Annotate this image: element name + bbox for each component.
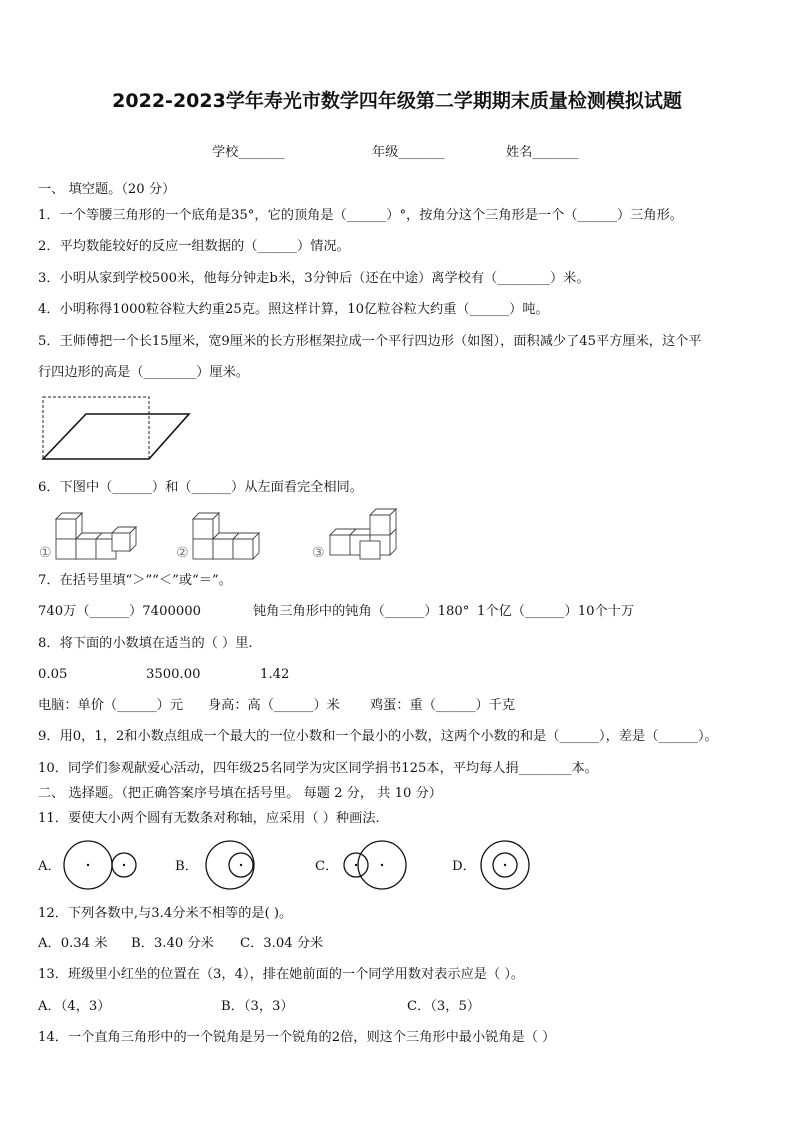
question-3: 3．小明从家到学校500米，他每分钟走b米，3分钟后（还在中途）离学校有（________）米。 xyxy=(38,271,590,286)
grade-field: 年级_______ xyxy=(372,145,445,160)
question-8-item-1: 电脑：单价（______）元 xyxy=(38,698,184,713)
question-13-option-b: B．（3，3） xyxy=(221,999,294,1014)
question-8-number-2: 3500.00 xyxy=(146,667,201,682)
question-14: 14．一个直角三角形中的一个锐角是另一个锐角的2倍，则这个三角形中最小锐角是（ ） xyxy=(38,1030,556,1045)
question-8-item-2: 身高：高（______）米 xyxy=(208,698,340,713)
page-title: 2022-2023学年寿光市数学四年级第二学期期末质量检测模拟试题 xyxy=(112,90,682,112)
question-9: 9．用0，1，2和小数点组成一个最大的一位小数和一个最小的小数，这两个小数的和是（______），差是（______）。 xyxy=(38,729,718,744)
question-10: 10．同学们参观献爱心活动，四年级25名同学为灾区同学捐书125本，平均每人捐________本。 xyxy=(38,761,598,776)
figure-label-1: ① xyxy=(39,545,52,561)
question-13: 13．班级里小红坐的位置在（3，4），排在她前面的一个同学用数对表示应是（ ）。 xyxy=(38,967,525,982)
option-c-circles xyxy=(340,838,410,892)
parallelogram-figure xyxy=(38,393,194,463)
question-8-number-1: 0.05 xyxy=(38,667,68,682)
question-5-line-1: 5．王师傅把一个长15厘米，宽9厘米的长方形框架拉成一个平行四边形（如图），面积减少了45平方厘米，这个平 xyxy=(38,334,702,349)
question-5-line-2: 行四边形的高是（________）厘米。 xyxy=(38,365,249,380)
question-13-option-a: A．（4，3） xyxy=(38,999,111,1014)
figure-label-3: ③ xyxy=(312,545,325,561)
question-7-item-2: 钝角三角形中的钝角（______）180° xyxy=(253,604,470,619)
cube-views-figure xyxy=(36,505,406,561)
question-1: 1．一个等腰三角形的一个底角是35°，它的顶角是（______）°，按角分这个三角形是一个（______）三角形。 xyxy=(38,208,683,223)
option-a-label: A． xyxy=(38,859,61,874)
question-8-item-3: 鸡蛋：重（______）千克 xyxy=(370,698,516,713)
question-12-option-c: C．3.04 分米 xyxy=(240,936,324,951)
section-2-heading: 二、 选择题。（把正确答案序号填在括号里。 每题 2 分， 共 10 分） xyxy=(38,786,442,801)
option-b-circles xyxy=(203,838,259,892)
question-12: 12．下列各数中,与3.4分米不相等的是( )。 xyxy=(38,906,293,921)
option-b-label: B． xyxy=(175,859,198,874)
question-8: 8．将下面的小数填在适当的（ ）里. xyxy=(38,636,253,651)
question-4: 4．小明称得1000粒谷粒大约重25克。照这样计算，10亿粒谷粒大约重（______）吨。 xyxy=(38,302,549,317)
question-13-option-c: C．（3，5） xyxy=(407,999,481,1014)
section-1-heading: 一、 填空题。（20 分） xyxy=(38,182,176,197)
option-d-label: D． xyxy=(452,859,476,874)
question-7: 7．在括号里填“＞”“＜”或“＝”。 xyxy=(38,573,232,588)
question-12-option-a: A．0.34 米 xyxy=(38,936,108,951)
name-field: 姓名_______ xyxy=(506,145,579,160)
question-8-number-3: 1.42 xyxy=(260,667,290,682)
question-6: 6．下图中（______）和（______）从左面看完全相同。 xyxy=(38,480,363,495)
figure-label-2: ② xyxy=(176,545,189,561)
question-7-item-1: 740万（______）7400000 xyxy=(38,604,202,619)
question-2: 2．平均数能较好的反应一组数据的（______）情况。 xyxy=(38,239,350,254)
school-field: 学校_______ xyxy=(212,145,285,160)
question-11: 11．要使大小两个圆有无数条对称轴，应采用（ ）种画法. xyxy=(38,811,380,826)
option-c-label: C． xyxy=(315,859,339,874)
question-7-item-3: 1个亿（______）10个十万 xyxy=(477,604,635,619)
question-12-option-b: B．3.40 分米 xyxy=(131,936,214,951)
option-a-circles xyxy=(60,838,140,892)
option-d-circles xyxy=(478,838,534,892)
